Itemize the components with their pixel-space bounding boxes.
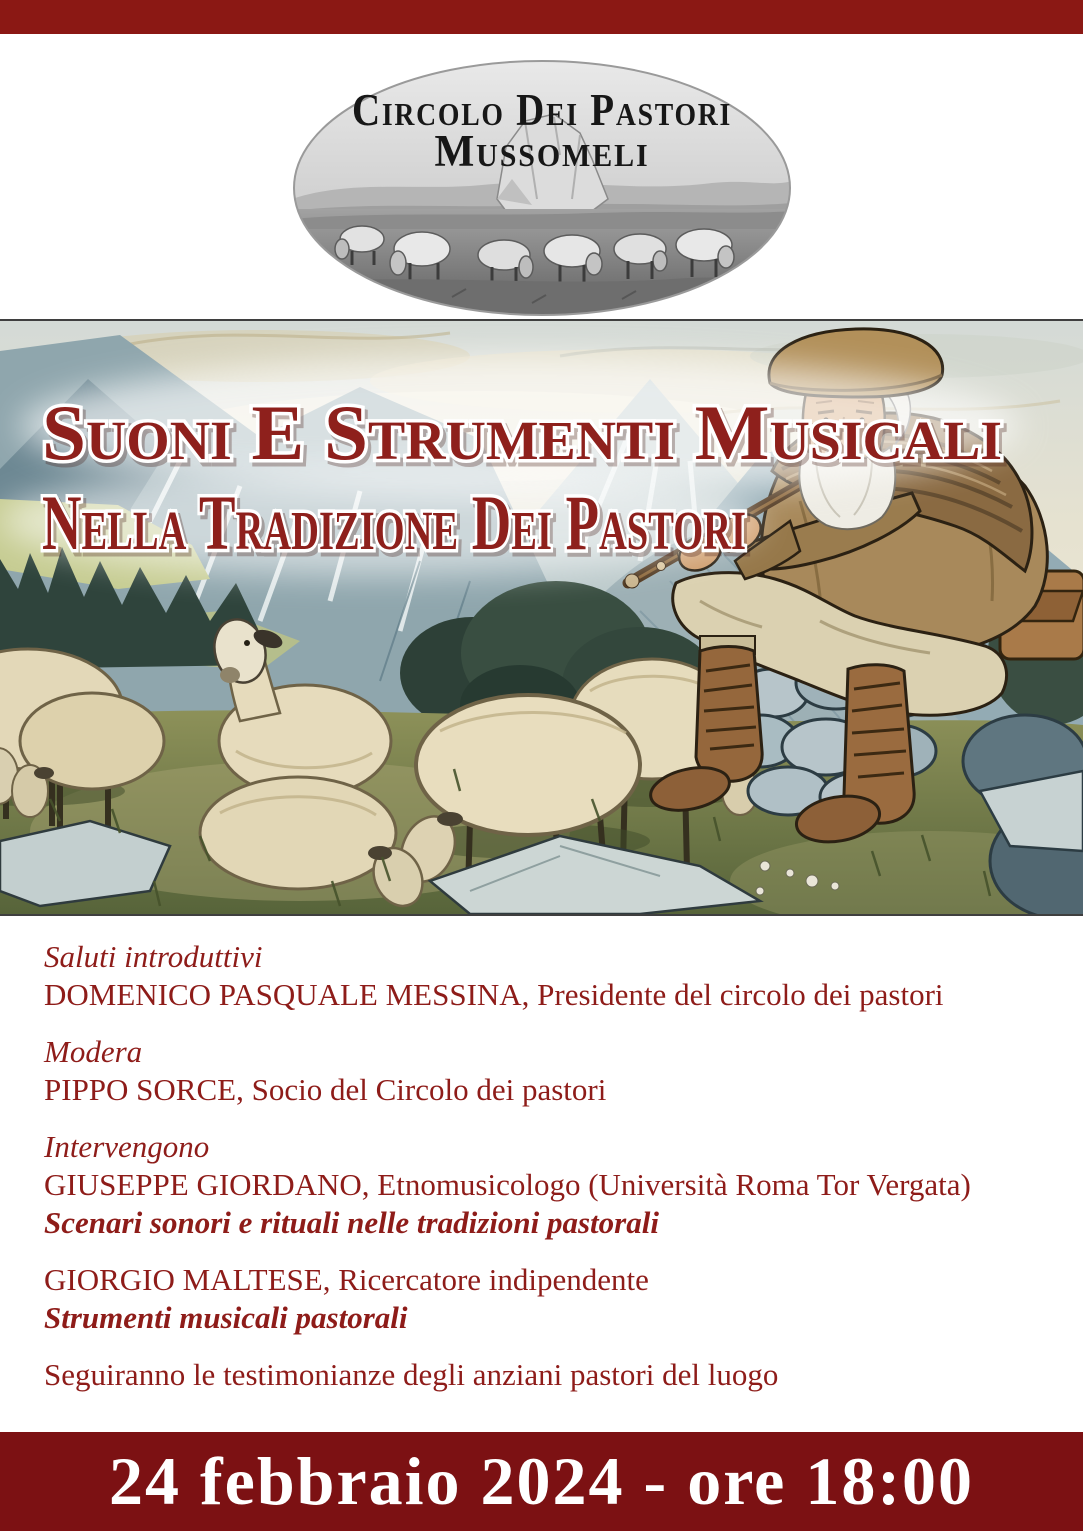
- program: [0, 916, 1083, 1394]
- program-section-closing: [44, 1356, 1047, 1394]
- talk-title: Strumenti musicali pastorali: [44, 1300, 408, 1335]
- program-section-intervengono: [44, 1128, 1047, 1242]
- logo-town-name: Mussomeli: [434, 126, 649, 176]
- hero-title-line1: Suoni E Strumenti Musicali: [42, 389, 1003, 476]
- hero-illustration: [0, 319, 1083, 916]
- section-heading: Modera: [44, 1034, 143, 1069]
- program-section-maltese: [44, 1261, 1047, 1337]
- footer-bar: [0, 1432, 1083, 1531]
- program-section-saluti: [44, 938, 1047, 1014]
- logo-band: [0, 34, 1083, 319]
- logo-club-name: Circolo Dei Pastori: [351, 85, 732, 135]
- club-logo: [292, 59, 792, 317]
- talk-title: Scenari sonori e rituali nelle tradizioni pastorali: [44, 1205, 659, 1240]
- speaker-line: GIUSEPPE GIORDANO, Etnomusicologo (Università Roma Tor Vergata): [44, 1167, 971, 1202]
- event-datetime: 24 febbraio 2024 - ore 18:00: [109, 1443, 974, 1519]
- top-accent-bar: [0, 0, 1083, 34]
- section-heading: Intervengono: [44, 1129, 210, 1164]
- closing-note: Seguiranno le testimonianze degli anziani pastori del luogo: [44, 1357, 779, 1392]
- program-section-modera: [44, 1033, 1047, 1109]
- speaker-line: PIPPO SORCE, Socio del Circolo dei pastori: [44, 1072, 607, 1107]
- speaker-line: GIORGIO MALTESE, Ricercatore indipendente: [44, 1262, 649, 1297]
- hero-title-line2: Nella Tradizione Dei Pastori: [42, 479, 746, 566]
- hero-illustration-svg: [0, 321, 1083, 914]
- speaker-line: DOMENICO PASQUALE MESSINA, Presidente del circolo dei pastori: [44, 977, 944, 1012]
- section-heading: Saluti introduttivi: [44, 939, 263, 974]
